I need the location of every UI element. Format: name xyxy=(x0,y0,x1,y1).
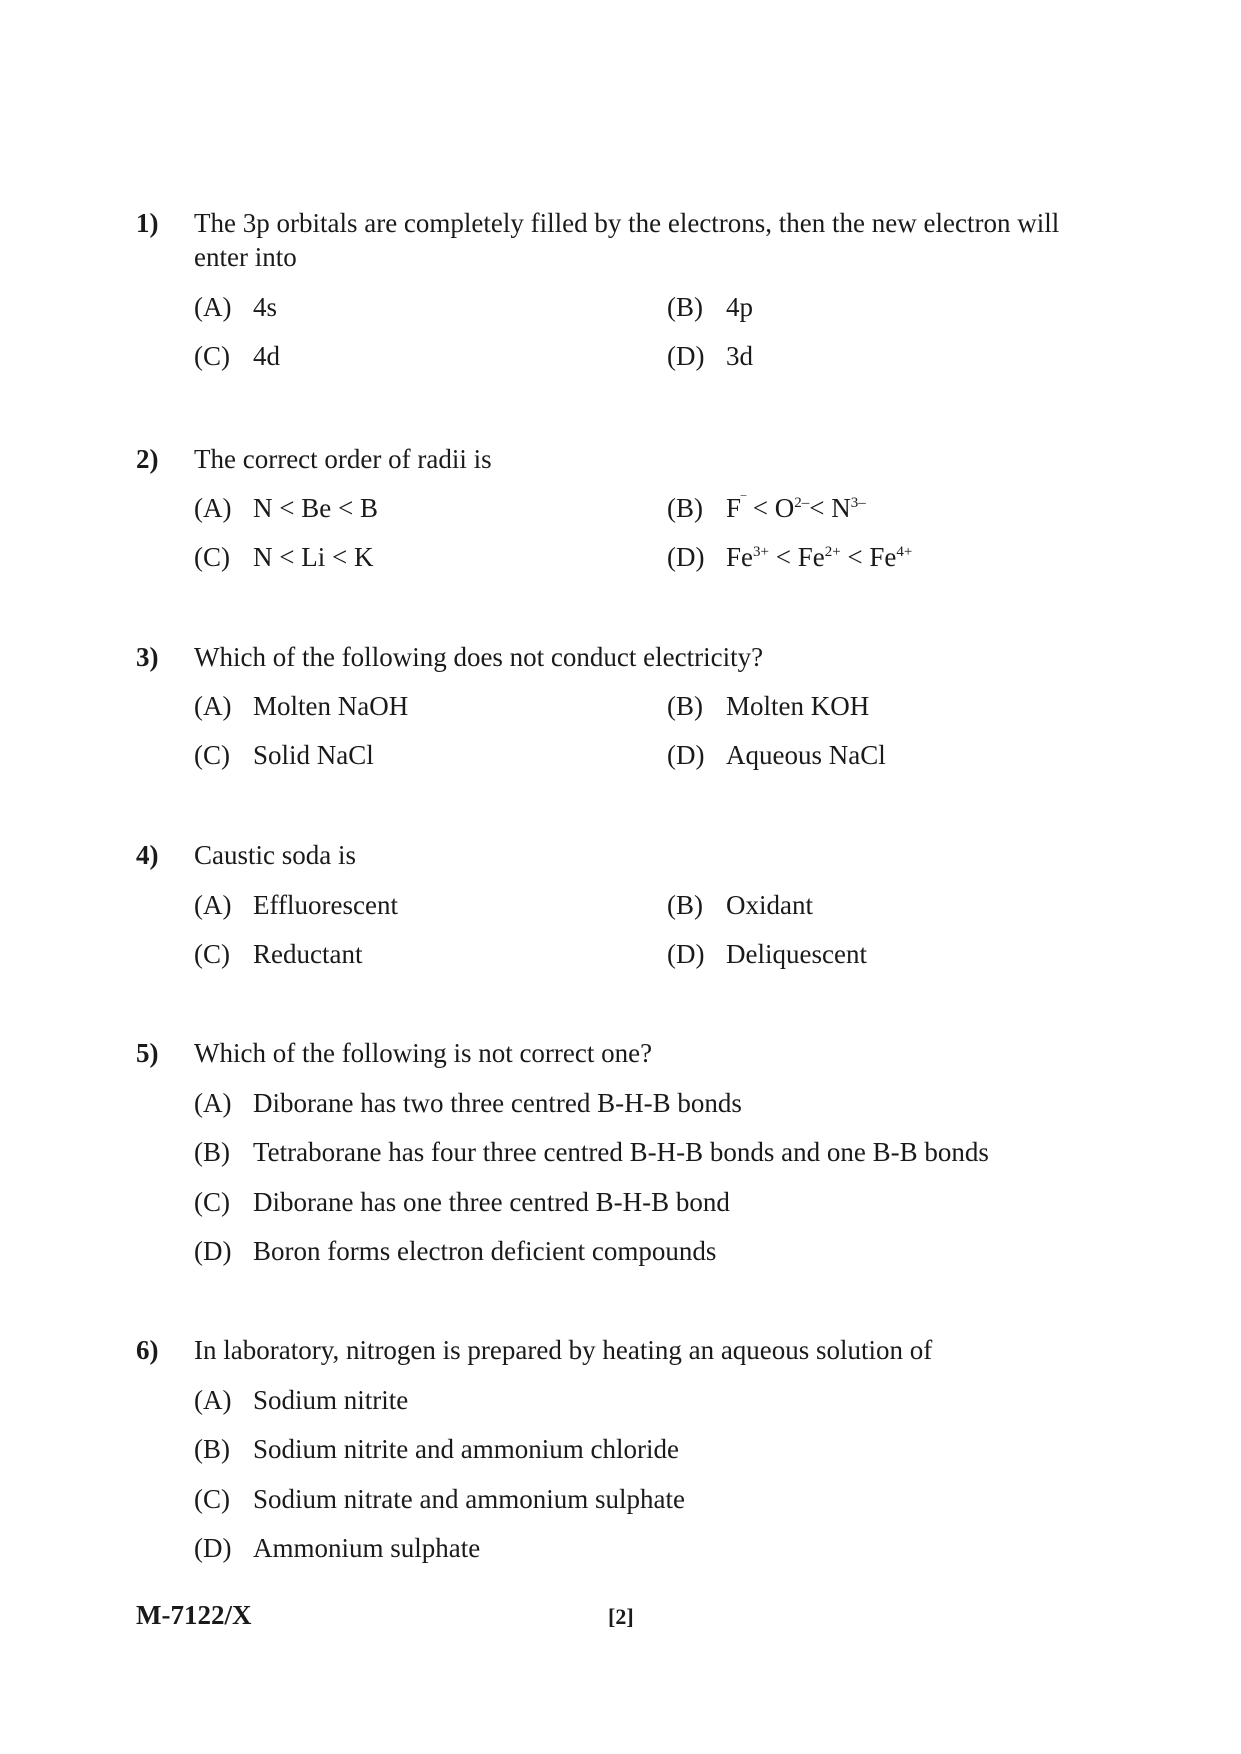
option-label: (A) xyxy=(194,1385,232,1415)
question-text: Caustic soda is xyxy=(194,840,356,870)
option-text: Boron forms electron deficient compounds xyxy=(253,1236,717,1266)
question-text: In laboratory, nitrogen is prepared by heating an aqueous solution of xyxy=(194,1335,933,1365)
option-text: Deliquescent xyxy=(726,939,867,969)
option-label: (A) xyxy=(194,1088,232,1118)
option-b xyxy=(667,888,813,922)
option-c xyxy=(194,937,362,971)
option-text: Effluorescent xyxy=(253,890,398,920)
formula-base: < Fe xyxy=(840,542,897,572)
formula-superscript: 3+ xyxy=(753,544,769,560)
option-text: Diborane has one three centred B-H-B bond xyxy=(253,1187,730,1217)
option-b xyxy=(667,491,866,525)
option-label: (B) xyxy=(667,890,703,920)
option-text: 3d xyxy=(726,341,753,371)
option-label: (A) xyxy=(194,691,232,721)
option-text: Molten NaOH xyxy=(253,691,409,721)
option-text: 4d xyxy=(253,341,280,371)
question-text: The 3p orbitals are completely filled by the electrons, then the new electron will enter into xyxy=(194,208,1060,272)
option-text: Molten KOH xyxy=(726,691,870,721)
option-d xyxy=(667,339,753,373)
option-b xyxy=(194,1432,679,1466)
option-label: (B) xyxy=(194,1434,230,1464)
option-a xyxy=(194,1086,742,1120)
option-text: Ammonium sulphate xyxy=(253,1533,481,1563)
question-text: Which of the following does not conduct electricity? xyxy=(194,642,764,672)
option-a xyxy=(194,689,408,723)
question-text: Which of the following is not correct one? xyxy=(194,1038,653,1068)
formula-base: Fe xyxy=(726,542,753,572)
option-formula xyxy=(726,542,912,572)
option-label: (C) xyxy=(194,939,230,969)
option-d xyxy=(667,738,886,772)
paper-code: M-7122/X xyxy=(136,1600,252,1630)
question-number: 5) xyxy=(136,1038,159,1068)
option-a xyxy=(194,1383,408,1417)
question-number: 4) xyxy=(136,840,159,870)
option-text: Reductant xyxy=(253,939,363,969)
option-d xyxy=(194,1531,480,1565)
option-text: Diborane has two three centred B-H-B bonds xyxy=(253,1088,742,1118)
option-b xyxy=(667,290,753,324)
question-number: 3) xyxy=(136,642,159,672)
option-label: (D) xyxy=(667,341,705,371)
option-c xyxy=(194,540,373,574)
option-text: Sodium nitrate and ammonium sulphate xyxy=(253,1484,685,1514)
option-label: (D) xyxy=(667,939,705,969)
option-text: Oxidant xyxy=(726,890,813,920)
formula-superscript: ‾ xyxy=(741,495,747,511)
option-label: (A) xyxy=(194,292,232,322)
option-c xyxy=(194,738,374,772)
formula-superscript: 2+ xyxy=(824,544,841,560)
option-label: (D) xyxy=(667,740,705,770)
option-d xyxy=(667,937,867,971)
formula-superscript: 3– xyxy=(850,495,866,511)
option-label: (D) xyxy=(194,1533,232,1563)
question-number: 6) xyxy=(136,1335,159,1365)
option-formula xyxy=(726,493,866,523)
question-number: 2) xyxy=(136,444,159,474)
option-label: (D) xyxy=(194,1236,232,1266)
option-b xyxy=(194,1135,989,1169)
option-text: Sodium nitrite xyxy=(253,1385,409,1415)
formula-superscript: 4+ xyxy=(896,544,913,560)
question-text: The correct order of radii is xyxy=(194,444,492,474)
option-label: (C) xyxy=(194,740,230,770)
option-c xyxy=(194,339,280,373)
option-b xyxy=(667,689,869,723)
option-label: (C) xyxy=(194,542,230,572)
option-a xyxy=(194,491,378,525)
formula-base: < N xyxy=(809,493,851,523)
formula-base: F xyxy=(726,493,742,523)
option-text: Aqueous NaCl xyxy=(726,740,886,770)
formula-base: < Fe xyxy=(768,542,825,572)
formula-superscript: 2– xyxy=(794,495,810,511)
option-a xyxy=(194,888,398,922)
option-label: (C) xyxy=(194,1187,230,1217)
option-label: (B) xyxy=(667,493,703,523)
option-d xyxy=(667,540,912,574)
option-text: N < Li < K xyxy=(253,542,374,572)
option-label: (C) xyxy=(194,1484,230,1514)
option-text: Solid NaCl xyxy=(253,740,374,770)
question-number: 1) xyxy=(136,208,159,238)
option-label: (B) xyxy=(194,1137,230,1167)
option-text: Sodium nitrite and ammonium chloride xyxy=(253,1434,679,1464)
page-number: [2] xyxy=(608,1604,634,1629)
option-label: (C) xyxy=(194,341,230,371)
option-d xyxy=(194,1234,716,1268)
formula-base: < O xyxy=(752,493,795,523)
option-text: 4p xyxy=(726,292,753,322)
option-text: N < Be < B xyxy=(253,493,378,523)
option-label: (D) xyxy=(667,542,705,572)
option-text: 4s xyxy=(253,292,278,322)
option-text: Tetraborane has four three centred B-H-B bonds and one B-B bonds xyxy=(253,1137,989,1167)
option-c xyxy=(194,1185,730,1219)
option-label: (A) xyxy=(194,890,232,920)
option-c xyxy=(194,1482,685,1516)
option-a xyxy=(194,290,277,324)
option-label: (A) xyxy=(194,493,232,523)
option-label: (B) xyxy=(667,292,703,322)
option-label: (B) xyxy=(667,691,703,721)
